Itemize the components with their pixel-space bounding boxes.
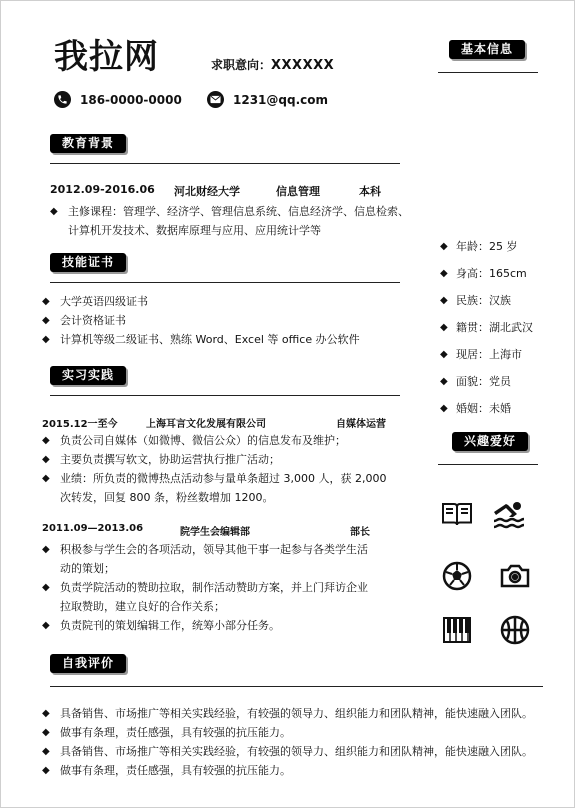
email-address: 1231@qq.com xyxy=(233,92,328,107)
swimming-icon xyxy=(492,497,526,531)
education-divider xyxy=(50,163,400,164)
email-contact xyxy=(207,91,328,108)
self-evaluation-section-title: 自我评价 xyxy=(50,654,126,673)
list-item-continued: 动的策划； xyxy=(60,562,115,575)
list-item: ◆ 积极参与学生会的各项活动，领导其他干事一起参与各类学生活 xyxy=(42,540,417,559)
info-height: ◆ 身高：165cm xyxy=(440,260,533,287)
job2-role: 部长 xyxy=(350,527,370,538)
list-item-continued: 拉取赞助，建立良好的合作关系； xyxy=(60,600,225,613)
list-item: ◆ 做事有条理，责任感强，具有较强的抗压能力。 xyxy=(42,761,562,780)
list-item: ◆ 计算机等级二级证书、熟练 Word、Excel 等 office 办公软件 xyxy=(42,330,412,349)
basic-info-section-title: 基本信息 xyxy=(449,40,525,59)
job1-bullets xyxy=(42,431,417,507)
job-intent xyxy=(211,56,334,73)
mail-icon xyxy=(207,91,224,108)
info-marital-status: ◆ 婚姻：未婚 xyxy=(440,395,533,422)
job2-row xyxy=(42,523,370,538)
practice-section-title: 实习实践 xyxy=(50,366,126,385)
list-item: ◆ 负责院刊的策划编辑工作，统筹小部分任务。 xyxy=(42,616,417,635)
skills-divider xyxy=(50,282,400,283)
job2-bullets xyxy=(42,540,417,635)
phone-contact xyxy=(54,91,182,108)
list-item: ◆ 会计资格证书 xyxy=(42,311,412,330)
courses-line-continued: 计算机开发技术、数据库原理与应用、应用统计学等 xyxy=(68,224,321,237)
basketball-icon xyxy=(498,613,532,647)
info-ethnicity: ◆ 民族：汉族 xyxy=(440,287,533,314)
job1-role: 自媒体运营 xyxy=(336,419,386,430)
list-item-continued: 次转发，回复 800 条，粉丝数增加 1200。 xyxy=(60,491,274,504)
job-intent-value: XXXXXX xyxy=(271,58,335,73)
list-item: ◆ 做事有条理，责任感强，具有较强的抗压能力。 xyxy=(42,723,562,742)
list-item: ◆ 业绩：所负责的微博热点活动参与量单条超过 3,000 人，获 2,000 xyxy=(42,469,417,488)
skills-section-title: 技能证书 xyxy=(50,253,126,272)
list-item: ◆ 具备销售、市场推广等相关实践经验，有较强的领导力、组织能力和团队精神，能快速融入团队。 xyxy=(42,742,562,761)
list-item: ◆ 具备销售、市场推广等相关实践经验，有较强的领导力、组织能力和团队精神，能快速融入团队。 xyxy=(42,704,562,723)
list-item: ◆ 负责学院活动的赞助拉取，制作活动赞助方案，并上门拜访企业 xyxy=(42,578,417,597)
hobbies-section-title: 兴趣爱好 xyxy=(452,432,528,451)
job1-company: 上海耳言文化发展有限公司 xyxy=(146,419,266,430)
job1-period: 2015.12一至今 xyxy=(42,419,118,430)
camera-icon xyxy=(498,559,532,593)
book-icon xyxy=(440,497,474,531)
education-degree: 本科 xyxy=(359,185,381,198)
education-courses xyxy=(50,202,420,240)
soccer-ball-icon xyxy=(440,559,474,593)
job2-period: 2011.09—2013.06 xyxy=(42,523,144,534)
list-item: ◆ 大学英语四级证书 xyxy=(42,292,412,311)
phone-icon xyxy=(54,91,71,108)
list-item: ◆ 主要负责撰写软文，协助运营执行推广活动； xyxy=(42,450,417,469)
education-section-title: 教育背景 xyxy=(50,134,126,153)
job2-company: 院学生会编辑部 xyxy=(180,527,250,538)
candidate-name: 我拉网 xyxy=(54,37,159,77)
education-row xyxy=(50,183,381,199)
phone-number: 186-0000-0000 xyxy=(80,92,182,107)
job1-row xyxy=(42,415,386,430)
education-major: 信息管理 xyxy=(276,185,320,198)
education-school: 河北财经大学 xyxy=(174,185,240,198)
info-age: ◆ 年龄：25 岁 xyxy=(440,233,533,260)
self-evaluation-list xyxy=(42,704,562,780)
basic-info-list xyxy=(440,233,533,422)
info-hometown: ◆ 籍贯：湖北武汉 xyxy=(440,314,533,341)
basic-info-divider xyxy=(438,72,538,73)
skills-list xyxy=(42,292,412,349)
piano-keys-icon xyxy=(440,613,474,647)
info-political-status: ◆ 面貌：党员 xyxy=(440,368,533,395)
hobbies-divider xyxy=(438,464,538,465)
courses-line: ◆ 主修课程：管理学、经济学、管理信息系统、信息经济学、信息检索、 xyxy=(50,202,420,221)
info-residence: ◆ 现居：上海市 xyxy=(440,341,533,368)
practice-divider xyxy=(50,395,400,396)
list-item: ◆ 负责公司自媒体（如微博、微信公众）的信息发布及维护； xyxy=(42,431,417,450)
self-evaluation-divider xyxy=(50,686,543,687)
job-intent-label: 求职意向： xyxy=(211,58,272,72)
education-period: 2012.09-2016.06 xyxy=(50,183,155,196)
